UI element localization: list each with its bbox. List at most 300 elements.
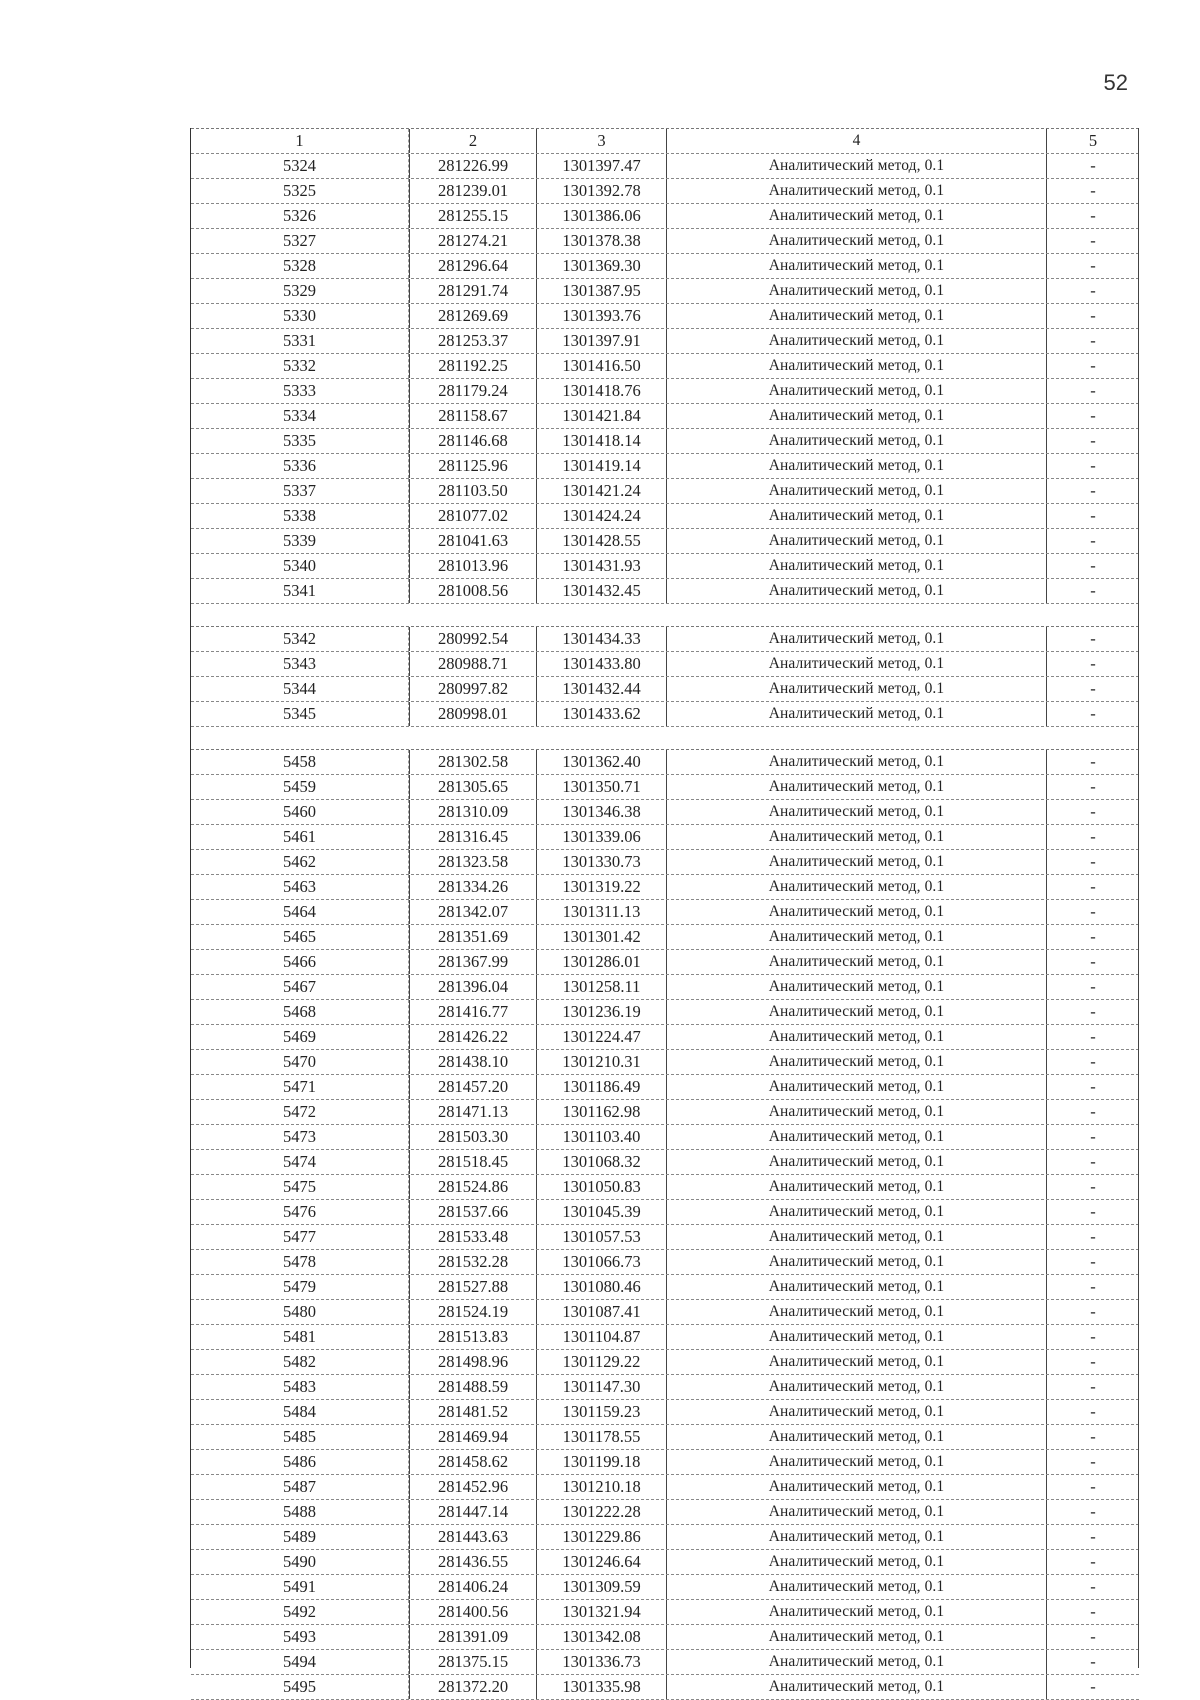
table-row [191, 479, 1139, 504]
table-row [191, 1250, 1139, 1275]
table-row [191, 1125, 1139, 1150]
x-coordinate-cell: 281443.63 [409, 1525, 537, 1549]
method-accuracy-cell: Аналитический метод, 0.1 [667, 254, 1047, 278]
y-coordinate-cell: 1301433.62 [537, 702, 667, 726]
point-number-cell: 5338 [191, 504, 409, 528]
point-number-cell: 5484 [191, 1400, 409, 1424]
x-coordinate-cell: 281416.77 [409, 1000, 537, 1024]
x-coordinate-cell: 281077.02 [409, 504, 537, 528]
y-coordinate-cell: 1301319.22 [537, 875, 667, 899]
y-coordinate-cell: 1301421.84 [537, 404, 667, 428]
y-coordinate-cell: 1301224.47 [537, 1025, 667, 1049]
method-accuracy-cell: Аналитический метод, 0.1 [667, 1375, 1047, 1399]
point-number-cell: 5474 [191, 1150, 409, 1174]
remark-cell: - [1090, 231, 1096, 250]
remark-cell: - [1090, 852, 1096, 871]
point-number-cell: 5480 [191, 1300, 409, 1324]
table-row [191, 354, 1139, 379]
x-coordinate-cell: 281274.21 [409, 229, 537, 253]
y-coordinate-cell: 1301286.01 [537, 950, 667, 974]
method-accuracy-cell: Аналитический метод, 0.1 [667, 279, 1047, 303]
x-coordinate-cell: 281305.65 [409, 775, 537, 799]
x-coordinate-cell: 280998.01 [409, 702, 537, 726]
x-coordinate-cell: 281452.96 [409, 1475, 537, 1499]
x-coordinate-cell: 281351.69 [409, 925, 537, 949]
remark-cell: - [1090, 1452, 1096, 1471]
point-number-cell: 5465 [191, 925, 409, 949]
remark-cell: - [1090, 506, 1096, 525]
method-accuracy-cell: Аналитический метод, 0.1 [667, 504, 1047, 528]
x-coordinate-cell: 281537.66 [409, 1200, 537, 1224]
table-row [191, 702, 1139, 727]
x-coordinate-cell: 281396.04 [409, 975, 537, 999]
x-coordinate-cell: 281179.24 [409, 379, 537, 403]
y-coordinate-cell: 1301222.28 [537, 1500, 667, 1524]
remark-cell: - [1090, 1602, 1096, 1621]
remark-cell: - [1090, 679, 1096, 698]
method-accuracy-cell: Аналитический метод, 0.1 [667, 429, 1047, 453]
remark-cell: - [1090, 1102, 1096, 1121]
point-number-cell: 5494 [191, 1650, 409, 1674]
remark-cell: - [1090, 431, 1096, 450]
method-accuracy-cell: Аналитический метод, 0.1 [667, 404, 1047, 428]
point-number-cell: 5475 [191, 1175, 409, 1199]
x-coordinate-cell: 281316.45 [409, 825, 537, 849]
x-coordinate-cell: 281296.64 [409, 254, 537, 278]
table-row [191, 154, 1139, 179]
remark-cell: - [1090, 456, 1096, 475]
point-number-cell: 5325 [191, 179, 409, 203]
y-coordinate-cell: 1301378.38 [537, 229, 667, 253]
x-coordinate-cell: 281269.69 [409, 304, 537, 328]
x-coordinate-cell: 281146.68 [409, 429, 537, 453]
y-coordinate-cell: 1301336.73 [537, 1650, 667, 1674]
point-number-cell: 5477 [191, 1225, 409, 1249]
method-accuracy-cell: Аналитический метод, 0.1 [667, 554, 1047, 578]
y-coordinate-cell: 1301397.47 [537, 154, 667, 178]
y-coordinate-cell: 1301418.14 [537, 429, 667, 453]
remark-cell: - [1090, 704, 1096, 723]
remark-cell: - [1090, 206, 1096, 225]
remark-cell: - [1090, 181, 1096, 200]
point-number-cell: 5463 [191, 875, 409, 899]
x-coordinate-cell: 281469.94 [409, 1425, 537, 1449]
point-number-cell: 5472 [191, 1100, 409, 1124]
y-coordinate-cell: 1301424.24 [537, 504, 667, 528]
method-accuracy-cell: Аналитический метод, 0.1 [667, 1450, 1047, 1474]
x-coordinate-cell: 281291.74 [409, 279, 537, 303]
table-row [191, 1450, 1139, 1475]
method-accuracy-cell: Аналитический метод, 0.1 [667, 702, 1047, 726]
point-number-cell: 5339 [191, 529, 409, 553]
point-number-cell: 5332 [191, 354, 409, 378]
table-row [191, 750, 1139, 775]
y-coordinate-cell: 1301393.76 [537, 304, 667, 328]
table-row [191, 454, 1139, 479]
table-row [191, 1200, 1139, 1225]
method-accuracy-cell: Аналитический метод, 0.1 [667, 1000, 1047, 1024]
x-coordinate-cell: 281255.15 [409, 204, 537, 228]
y-coordinate-cell: 1301387.95 [537, 279, 667, 303]
remark-cell: - [1090, 331, 1096, 350]
point-number-cell: 5328 [191, 254, 409, 278]
remark-cell: - [1090, 1027, 1096, 1046]
x-coordinate-cell: 281342.07 [409, 900, 537, 924]
y-coordinate-cell: 1301362.40 [537, 750, 667, 774]
table-row [191, 1425, 1139, 1450]
y-coordinate-cell: 1301068.32 [537, 1150, 667, 1174]
table-row [191, 1650, 1139, 1675]
method-accuracy-cell: Аналитический метод, 0.1 [667, 1475, 1047, 1499]
point-number-cell: 5461 [191, 825, 409, 849]
column-header-1: 1 [191, 129, 409, 153]
y-coordinate-cell: 1301392.78 [537, 179, 667, 203]
remark-cell: - [1090, 1077, 1096, 1096]
point-number-cell: 5341 [191, 579, 409, 603]
remark-cell: - [1090, 1677, 1096, 1696]
point-number-cell: 5467 [191, 975, 409, 999]
table-row [191, 900, 1139, 925]
point-number-cell: 5342 [191, 627, 409, 651]
remark-cell: - [1090, 1202, 1096, 1221]
remark-cell: - [1090, 156, 1096, 175]
remark-cell: - [1090, 1252, 1096, 1271]
method-accuracy-cell: Аналитический метод, 0.1 [667, 627, 1047, 651]
y-coordinate-cell: 1301178.55 [537, 1425, 667, 1449]
point-number-cell: 5476 [191, 1200, 409, 1224]
method-accuracy-cell: Аналитический метод, 0.1 [667, 154, 1047, 178]
coordinates-table [190, 128, 1139, 1696]
method-accuracy-cell: Аналитический метод, 0.1 [667, 1275, 1047, 1299]
table-row [191, 229, 1139, 254]
point-number-cell: 5491 [191, 1575, 409, 1599]
y-coordinate-cell: 1301428.55 [537, 529, 667, 553]
point-number-cell: 5490 [191, 1550, 409, 1574]
remark-cell: - [1090, 1352, 1096, 1371]
point-number-cell: 5495 [191, 1675, 409, 1699]
x-coordinate-cell: 281458.62 [409, 1450, 537, 1474]
x-coordinate-cell: 281524.19 [409, 1300, 537, 1324]
y-coordinate-cell: 1301309.59 [537, 1575, 667, 1599]
method-accuracy-cell: Аналитический метод, 0.1 [667, 229, 1047, 253]
method-accuracy-cell: Аналитический метод, 0.1 [667, 1225, 1047, 1249]
x-coordinate-cell: 281438.10 [409, 1050, 537, 1074]
column-header-4: 4 [667, 129, 1047, 153]
remark-cell: - [1090, 827, 1096, 846]
table-row [191, 775, 1139, 800]
method-accuracy-cell: Аналитический метод, 0.1 [667, 454, 1047, 478]
y-coordinate-cell: 1301210.18 [537, 1475, 667, 1499]
remark-cell: - [1090, 1627, 1096, 1646]
method-accuracy-cell: Аналитический метод, 0.1 [667, 1200, 1047, 1224]
table-row [191, 1525, 1139, 1550]
point-number-cell: 5333 [191, 379, 409, 403]
method-accuracy-cell: Аналитический метод, 0.1 [667, 1150, 1047, 1174]
x-coordinate-cell: 281400.56 [409, 1600, 537, 1624]
y-coordinate-cell: 1301419.14 [537, 454, 667, 478]
table-row [191, 627, 1139, 652]
table-row [191, 1675, 1139, 1700]
point-number-cell: 5344 [191, 677, 409, 701]
point-number-cell: 5331 [191, 329, 409, 353]
x-coordinate-cell: 281527.88 [409, 1275, 537, 1299]
method-accuracy-cell: Аналитический метод, 0.1 [667, 1075, 1047, 1099]
point-number-cell: 5487 [191, 1475, 409, 1499]
point-number-cell: 5335 [191, 429, 409, 453]
x-coordinate-cell: 281192.25 [409, 354, 537, 378]
point-number-cell: 5485 [191, 1425, 409, 1449]
y-coordinate-cell: 1301066.73 [537, 1250, 667, 1274]
x-coordinate-cell: 281103.50 [409, 479, 537, 503]
table-row [191, 1400, 1139, 1425]
point-number-cell: 5458 [191, 750, 409, 774]
x-coordinate-cell: 281367.99 [409, 950, 537, 974]
x-coordinate-cell: 281503.30 [409, 1125, 537, 1149]
method-accuracy-cell: Аналитический метод, 0.1 [667, 1100, 1047, 1124]
method-accuracy-cell: Аналитический метод, 0.1 [667, 775, 1047, 799]
x-coordinate-cell: 281406.24 [409, 1575, 537, 1599]
method-accuracy-cell: Аналитический метод, 0.1 [667, 1125, 1047, 1149]
method-accuracy-cell: Аналитический метод, 0.1 [667, 1050, 1047, 1074]
x-coordinate-cell: 281426.22 [409, 1025, 537, 1049]
y-coordinate-cell: 1301045.39 [537, 1200, 667, 1224]
method-accuracy-cell: Аналитический метод, 0.1 [667, 1300, 1047, 1324]
point-number-cell: 5486 [191, 1450, 409, 1474]
remark-cell: - [1090, 1652, 1096, 1671]
method-accuracy-cell: Аналитический метод, 0.1 [667, 825, 1047, 849]
point-number-cell: 5345 [191, 702, 409, 726]
method-accuracy-cell: Аналитический метод, 0.1 [667, 1675, 1047, 1699]
point-number-cell: 5334 [191, 404, 409, 428]
remark-cell: - [1090, 1502, 1096, 1521]
point-number-cell: 5343 [191, 652, 409, 676]
point-number-cell: 5329 [191, 279, 409, 303]
method-accuracy-cell: Аналитический метод, 0.1 [667, 1575, 1047, 1599]
y-coordinate-cell: 1301346.38 [537, 800, 667, 824]
y-coordinate-cell: 1301321.94 [537, 1600, 667, 1624]
x-coordinate-cell: 281498.96 [409, 1350, 537, 1374]
point-number-cell: 5327 [191, 229, 409, 253]
method-accuracy-cell: Аналитический метод, 0.1 [667, 354, 1047, 378]
table-row [191, 875, 1139, 900]
remark-cell: - [1090, 802, 1096, 821]
method-accuracy-cell: Аналитический метод, 0.1 [667, 379, 1047, 403]
remark-cell: - [1090, 281, 1096, 300]
point-number-cell: 5464 [191, 900, 409, 924]
x-coordinate-cell: 281457.20 [409, 1075, 537, 1099]
y-coordinate-cell: 1301087.41 [537, 1300, 667, 1324]
y-coordinate-cell: 1301246.64 [537, 1550, 667, 1574]
method-accuracy-cell: Аналитический метод, 0.1 [667, 1650, 1047, 1674]
column-header-2: 2 [409, 129, 537, 153]
method-accuracy-cell: Аналитический метод, 0.1 [667, 1525, 1047, 1549]
y-coordinate-cell: 1301311.13 [537, 900, 667, 924]
x-coordinate-cell: 281524.86 [409, 1175, 537, 1199]
section-gap [191, 727, 1139, 750]
y-coordinate-cell: 1301199.18 [537, 1450, 667, 1474]
table-row [191, 504, 1139, 529]
x-coordinate-cell: 281226.99 [409, 154, 537, 178]
table-row [191, 1075, 1139, 1100]
table-row [191, 950, 1139, 975]
x-coordinate-cell: 281125.96 [409, 454, 537, 478]
table-row [191, 1375, 1139, 1400]
y-coordinate-cell: 1301418.76 [537, 379, 667, 403]
y-coordinate-cell: 1301159.23 [537, 1400, 667, 1424]
remark-cell: - [1090, 1552, 1096, 1571]
table-row [191, 975, 1139, 1000]
x-coordinate-cell: 281158.67 [409, 404, 537, 428]
table-row [191, 800, 1139, 825]
table-row [191, 1175, 1139, 1200]
table-row [191, 204, 1139, 229]
x-coordinate-cell: 281532.28 [409, 1250, 537, 1274]
method-accuracy-cell: Аналитический метод, 0.1 [667, 1325, 1047, 1349]
x-coordinate-cell: 281013.96 [409, 554, 537, 578]
remark-cell: - [1090, 581, 1096, 600]
table-row [191, 529, 1139, 554]
point-number-cell: 5336 [191, 454, 409, 478]
method-accuracy-cell: Аналитический метод, 0.1 [667, 579, 1047, 603]
y-coordinate-cell: 1301434.33 [537, 627, 667, 651]
remark-cell: - [1090, 1427, 1096, 1446]
table-row [191, 1275, 1139, 1300]
point-number-cell: 5466 [191, 950, 409, 974]
column-header-3: 3 [537, 129, 667, 153]
x-coordinate-cell: 281513.83 [409, 1325, 537, 1349]
y-coordinate-cell: 1301432.45 [537, 579, 667, 603]
table-row [191, 1350, 1139, 1375]
x-coordinate-cell: 281008.56 [409, 579, 537, 603]
y-coordinate-cell: 1301147.30 [537, 1375, 667, 1399]
method-accuracy-cell: Аналитический метод, 0.1 [667, 204, 1047, 228]
table-row [191, 304, 1139, 329]
table-row [191, 825, 1139, 850]
section-gap [191, 604, 1139, 627]
table-row [191, 1100, 1139, 1125]
point-number-cell: 5326 [191, 204, 409, 228]
table-row [191, 554, 1139, 579]
remark-cell: - [1090, 1327, 1096, 1346]
y-coordinate-cell: 1301210.31 [537, 1050, 667, 1074]
y-coordinate-cell: 1301186.49 [537, 1075, 667, 1099]
y-coordinate-cell: 1301104.87 [537, 1325, 667, 1349]
remark-cell: - [1090, 1377, 1096, 1396]
x-coordinate-cell: 281518.45 [409, 1150, 537, 1174]
table-row [191, 1500, 1139, 1525]
method-accuracy-cell: Аналитический метод, 0.1 [667, 925, 1047, 949]
remark-cell: - [1090, 406, 1096, 425]
table-row [191, 1150, 1139, 1175]
y-coordinate-cell: 1301432.44 [537, 677, 667, 701]
remark-cell: - [1090, 654, 1096, 673]
method-accuracy-cell: Аналитический метод, 0.1 [667, 652, 1047, 676]
point-number-cell: 5473 [191, 1125, 409, 1149]
x-coordinate-cell: 281372.20 [409, 1675, 537, 1699]
method-accuracy-cell: Аналитический метод, 0.1 [667, 304, 1047, 328]
y-coordinate-cell: 1301386.06 [537, 204, 667, 228]
method-accuracy-cell: Аналитический метод, 0.1 [667, 975, 1047, 999]
y-coordinate-cell: 1301369.30 [537, 254, 667, 278]
table-row [191, 1050, 1139, 1075]
remark-cell: - [1090, 902, 1096, 921]
method-accuracy-cell: Аналитический метод, 0.1 [667, 529, 1047, 553]
remark-cell: - [1090, 481, 1096, 500]
y-coordinate-cell: 1301080.46 [537, 1275, 667, 1299]
point-number-cell: 5468 [191, 1000, 409, 1024]
method-accuracy-cell: Аналитический метод, 0.1 [667, 1425, 1047, 1449]
page-number: 52 [1103, 70, 1128, 95]
point-number-cell: 5493 [191, 1625, 409, 1649]
table-row [191, 1325, 1139, 1350]
remark-cell: - [1090, 1177, 1096, 1196]
method-accuracy-cell: Аналитический метод, 0.1 [667, 1600, 1047, 1624]
y-coordinate-cell: 1301103.40 [537, 1125, 667, 1149]
method-accuracy-cell: Аналитический метод, 0.1 [667, 1175, 1047, 1199]
point-number-cell: 5324 [191, 154, 409, 178]
table-grid [191, 128, 1139, 1700]
remark-cell: - [1090, 1277, 1096, 1296]
method-accuracy-cell: Аналитический метод, 0.1 [667, 1250, 1047, 1274]
x-coordinate-cell: 281239.01 [409, 179, 537, 203]
y-coordinate-cell: 1301342.08 [537, 1625, 667, 1649]
remark-cell: - [1090, 927, 1096, 946]
x-coordinate-cell: 281436.55 [409, 1550, 537, 1574]
x-coordinate-cell: 280992.54 [409, 627, 537, 651]
method-accuracy-cell: Аналитический метод, 0.1 [667, 875, 1047, 899]
method-accuracy-cell: Аналитический метод, 0.1 [667, 850, 1047, 874]
remark-cell: - [1090, 1227, 1096, 1246]
y-coordinate-cell: 1301057.53 [537, 1225, 667, 1249]
remark-cell: - [1090, 877, 1096, 896]
table-row [191, 279, 1139, 304]
point-number-cell: 5478 [191, 1250, 409, 1274]
column-header-5: 5 [1088, 131, 1098, 150]
y-coordinate-cell: 1301421.24 [537, 479, 667, 503]
remark-cell: - [1090, 952, 1096, 971]
y-coordinate-cell: 1301236.19 [537, 1000, 667, 1024]
point-number-cell: 5460 [191, 800, 409, 824]
y-coordinate-cell: 1301433.80 [537, 652, 667, 676]
method-accuracy-cell: Аналитический метод, 0.1 [667, 1550, 1047, 1574]
x-coordinate-cell: 281334.26 [409, 875, 537, 899]
remark-cell: - [1090, 1152, 1096, 1171]
y-coordinate-cell: 1301339.06 [537, 825, 667, 849]
table-row [191, 1025, 1139, 1050]
point-number-cell: 5469 [191, 1025, 409, 1049]
point-number-cell: 5330 [191, 304, 409, 328]
method-accuracy-cell: Аналитический метод, 0.1 [667, 750, 1047, 774]
remark-cell: - [1090, 1302, 1096, 1321]
x-coordinate-cell: 281447.14 [409, 1500, 537, 1524]
table-row [191, 254, 1139, 279]
table-row [191, 1475, 1139, 1500]
remark-cell: - [1090, 1577, 1096, 1596]
table-row [191, 652, 1139, 677]
method-accuracy-cell: Аналитический метод, 0.1 [667, 1625, 1047, 1649]
point-number-cell: 5483 [191, 1375, 409, 1399]
table-row [191, 179, 1139, 204]
method-accuracy-cell: Аналитический метод, 0.1 [667, 1500, 1047, 1524]
table-row [191, 579, 1139, 604]
table-row [191, 1550, 1139, 1575]
y-coordinate-cell: 1301335.98 [537, 1675, 667, 1699]
remark-cell: - [1090, 381, 1096, 400]
method-accuracy-cell: Аналитический метод, 0.1 [667, 1400, 1047, 1424]
remark-cell: - [1090, 1402, 1096, 1421]
x-coordinate-cell: 281302.58 [409, 750, 537, 774]
x-coordinate-cell: 281391.09 [409, 1625, 537, 1649]
